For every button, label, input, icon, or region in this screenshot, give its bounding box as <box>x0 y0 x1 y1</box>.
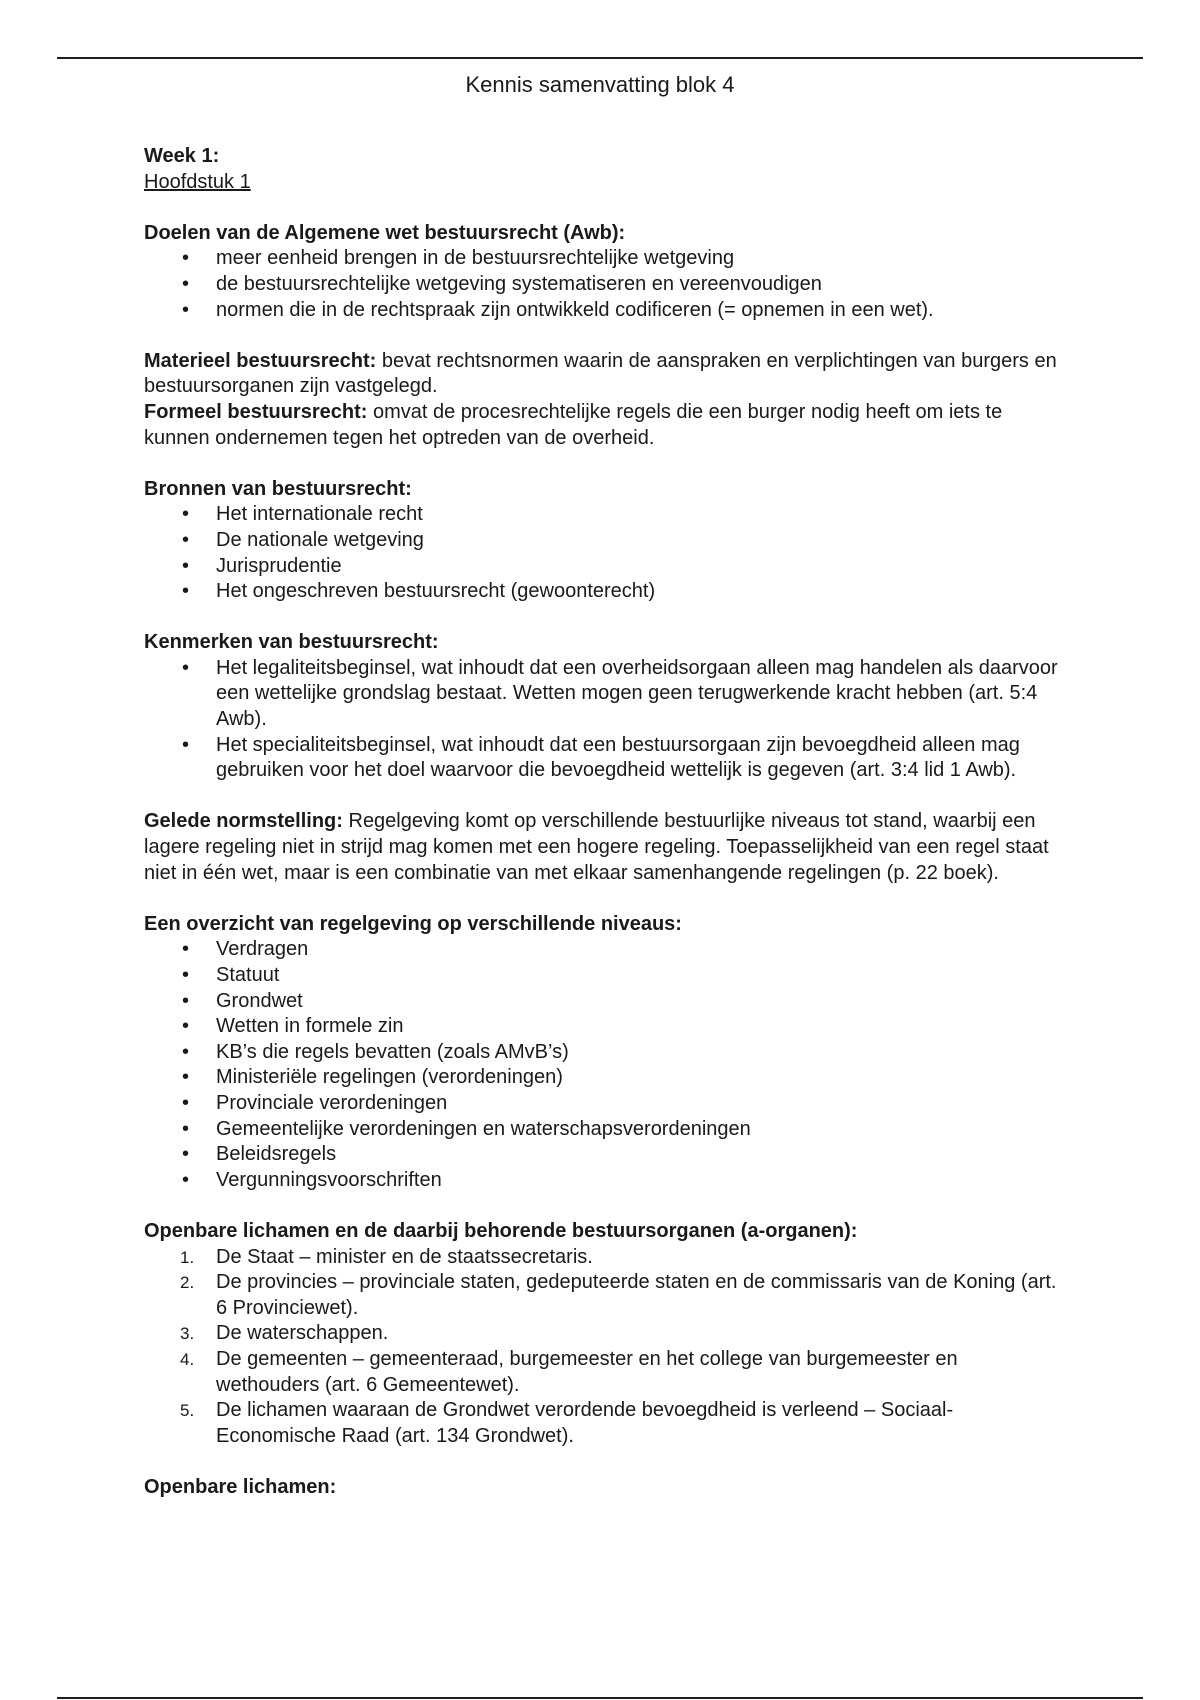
kenmerken-list <box>144 656 1064 784</box>
list-item <box>144 1321 1064 1347</box>
top-rule <box>57 57 1143 59</box>
gelede-paragraph <box>144 809 1064 886</box>
overzicht-heading: Een overzicht van regelgeving op verschillende niveaus: <box>144 912 682 935</box>
materieel-paragraph <box>144 349 1064 400</box>
list-item: • meer eenheid brengen in de bestuursrechtelijke wetgeving <box>144 246 1064 272</box>
materieel-text: bevat rechtsnormen waarin de aanspraken en verplichtingen van burgers en bestuursorganen zijn vastgelegd. <box>144 349 1057 398</box>
gelede-text: Regelgeving komt op verschillende bestuurlijke niveaus tot stand, waarbij een lagere regeling niet in strijd mag komen met een hogere regeling. Toepasselijkheid van een regel staat niet in één wet, maar is een combinatie van met elkaar samenhangende regelingen (p. 22 boek). <box>144 810 1049 884</box>
list-item: • Grondwet <box>144 989 1064 1015</box>
list-item: • Jurisprudentie <box>144 554 1064 580</box>
bronnen-list <box>144 502 1064 604</box>
openbare-heading: Openbare lichamen: <box>144 1475 337 1498</box>
list-item <box>144 1398 1064 1449</box>
list-item: • Het specialiteitsbeginsel, wat inhoudt dat een bestuursorgaan zijn bevoegdheid alleen mag gebruiken voor het doel waarvoor die bevoegdheid wettelijk is gegeven (art. 3:4 lid 1 Awb). <box>144 733 1064 784</box>
list-text: De provincies – provinciale staten, gedeputeerde staten en de commissaris van de Koning (art. 6 Provinciewet). <box>216 1271 1057 1319</box>
formeel-text: omvat de procesrechtelijke regels die een burger nodig heeft om iets te kunnen ondernemen tegen het optreden van de overheid. <box>144 400 1003 449</box>
bottom-rule <box>57 1697 1143 1699</box>
list-item: • De nationale wetgeving <box>144 528 1064 554</box>
list-item: • Vergunningsvoorschriften <box>144 1168 1064 1194</box>
formeel-term: Formeel bestuursrecht: <box>144 400 368 423</box>
list-item: • Verdragen <box>144 937 1064 963</box>
week-heading: Week 1: <box>144 145 220 167</box>
materieel-term: Materieel bestuursrecht: <box>144 349 377 372</box>
lichamen-heading: Openbare lichamen en de daarbij behorende bestuursorganen (a-organen): <box>144 1219 858 1242</box>
list-item: • Het ongeschreven bestuursrecht (gewoonterecht) <box>144 579 1064 605</box>
list-number: 3. <box>180 1324 195 1344</box>
doelen-list <box>144 246 1064 323</box>
doelen-heading: Doelen van de Algemene wet bestuursrecht (Awb): <box>144 221 626 244</box>
list-item <box>144 1347 1064 1398</box>
list-item: • Wetten in formele zin <box>144 1014 1064 1040</box>
list-text: De gemeenten – gemeenteraad, burgemeester en het college van burgemeester en wethouders (art. 6 Gemeentewet). <box>216 1347 958 1396</box>
list-number: 1. <box>180 1247 195 1267</box>
list-item <box>144 1245 1064 1271</box>
list-item: • KB’s die regels bevatten (zoals AMvB’s) <box>144 1040 1064 1066</box>
kenmerken-heading: Kenmerken van bestuursrecht: <box>144 631 439 654</box>
list-number: 4. <box>180 1349 195 1369</box>
list-text: De lichamen waaraan de Grondwet verordende bevoegdheid is verleend – Sociaal-Economische Raad (art. 134 Grondwet). <box>216 1399 954 1447</box>
bronnen-heading: Bronnen van bestuursrecht: <box>144 477 412 500</box>
document-title: Kennis samenvatting blok 4 <box>465 72 735 97</box>
list-item: • Beleidsregels <box>144 1142 1064 1168</box>
gelede-term: Gelede normstelling: <box>144 810 343 833</box>
document-body <box>144 144 1064 1500</box>
list-number: 2. <box>180 1273 195 1293</box>
list-item: • Provinciale verordeningen <box>144 1091 1064 1117</box>
formeel-paragraph <box>144 400 1064 451</box>
list-item <box>144 1270 1064 1321</box>
chapter-heading: Hoofdstuk 1 <box>144 170 251 193</box>
list-item: • Het internationale recht <box>144 502 1064 528</box>
list-item: • de bestuursrechtelijke wetgeving systematiseren en vereenvoudigen <box>144 272 1064 298</box>
list-text: De Staat – minister en de staatssecretaris. <box>216 1245 593 1268</box>
list-item: • normen die in de rechtspraak zijn ontwikkeld codificeren (= opnemen in een wet). <box>144 298 1064 324</box>
list-item: • Het legaliteitsbeginsel, wat inhoudt dat een overheidsorgaan alleen mag handelen als daarvoor een wettelijke grondslag bestaat. Wetten mogen geen terugwerkende kracht hebben (art. 5:4 Awb). <box>144 656 1064 733</box>
lichamen-list <box>144 1245 1064 1450</box>
overzicht-list <box>144 937 1064 1193</box>
list-text: De waterschappen. <box>216 1322 389 1345</box>
list-item: • Statuut <box>144 963 1064 989</box>
list-item: • Ministeriële regelingen (verordeningen) <box>144 1065 1064 1091</box>
list-item: • Gemeentelijke verordeningen en waterschapsverordeningen <box>144 1117 1064 1143</box>
list-number: 5. <box>180 1401 195 1421</box>
